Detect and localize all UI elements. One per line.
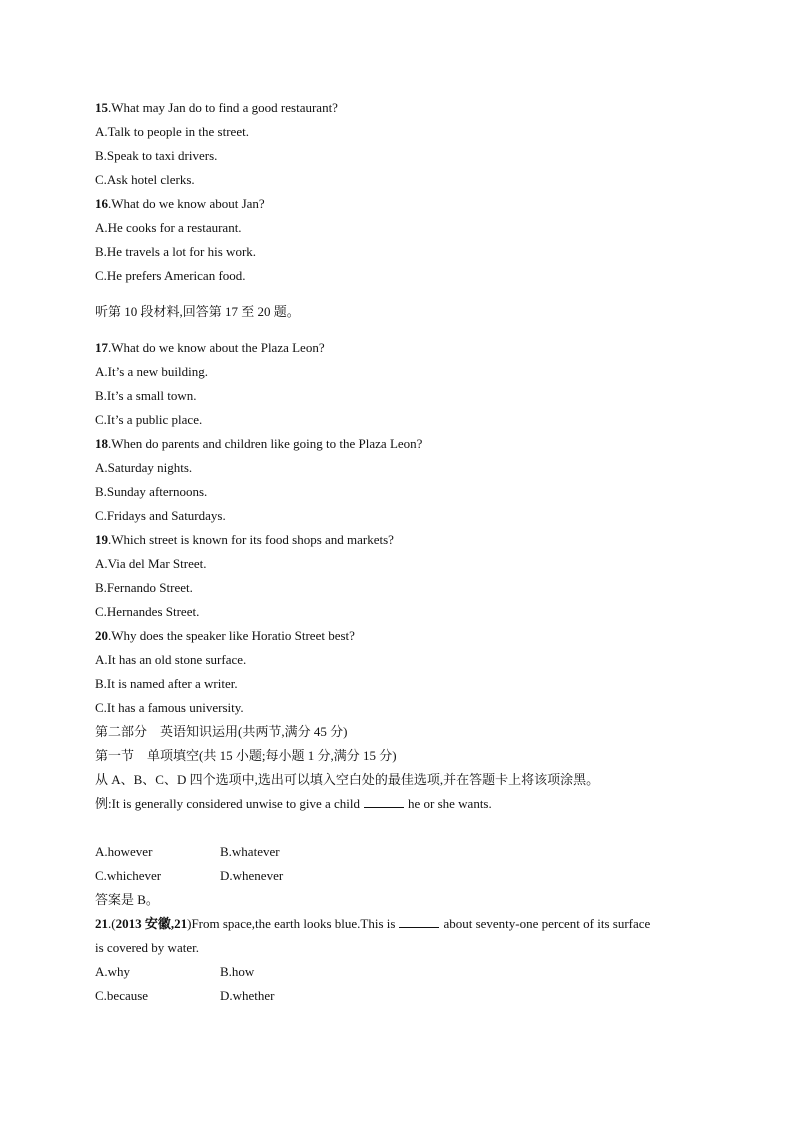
question-19-option-c: C.Hernandes Street. xyxy=(95,604,200,619)
question-number: 16 xyxy=(95,196,108,211)
question-number: 18 xyxy=(95,436,108,451)
question-15-option-c: C.Ask hotel clerks. xyxy=(95,172,195,187)
example-text-after: he or she wants. xyxy=(407,796,492,811)
question-21-options-row-1 xyxy=(95,964,255,980)
part-2-instruction: 从 A、B、C、D 四个选项中,选出可以填入空白处的最佳选项,并在答题卡上将该项涂黑。 xyxy=(95,772,600,787)
question-16-stem xyxy=(95,196,265,212)
example-text-before: 例:It is generally considered unwise to give a child xyxy=(95,796,360,811)
source-open: .( xyxy=(108,916,116,931)
question-17-stem xyxy=(95,340,325,356)
question-16-option-c: C.He prefers American food. xyxy=(95,268,246,283)
question-20-option-c: C.It has a famous university. xyxy=(95,700,244,715)
question-18-option-b: B.Sunday afternoons. xyxy=(95,484,208,499)
example-options-row-2 xyxy=(95,868,284,884)
question-source: 2013 安徽,21 xyxy=(115,916,188,931)
question-21-option-b: B.how xyxy=(220,964,255,979)
question-19-option-a: A.Via del Mar Street. xyxy=(95,556,207,571)
question-21-option-c: C.because xyxy=(95,988,149,1003)
question-15-option-b: B.Speak to taxi drivers. xyxy=(95,148,218,163)
question-text: .When do parents and children like going to the Plaza Leon? xyxy=(108,436,423,451)
question-text: .Which street is known for its food shops and markets? xyxy=(108,532,394,547)
question-19-stem xyxy=(95,532,394,548)
question-text: .Why does the speaker like Horatio Street best? xyxy=(108,628,355,643)
example-option-c: C.whichever xyxy=(95,868,162,883)
question-20-option-a: A.It has an old stone surface. xyxy=(95,652,247,667)
question-number: 21 xyxy=(95,916,108,931)
question-15-stem xyxy=(95,100,338,116)
question-text: .What do we know about the Plaza Leon? xyxy=(108,340,325,355)
question-21-option-d: D.whether xyxy=(220,988,275,1003)
question-20-option-b: B.It is named after a writer. xyxy=(95,676,238,691)
question-16-option-a: A.He cooks for a restaurant. xyxy=(95,220,242,235)
example-option-d: D.whenever xyxy=(220,868,284,883)
example-answer: 答案是 B。 xyxy=(95,892,159,907)
question-21-stem-line-2: is covered by water. xyxy=(95,940,199,955)
question-number: 17 xyxy=(95,340,108,355)
example-options-row-1 xyxy=(95,844,280,860)
answer-blank xyxy=(364,796,404,808)
question-19-option-b: B.Fernando Street. xyxy=(95,580,193,595)
answer-blank xyxy=(399,916,439,928)
question-17-option-c: C.It’s a public place. xyxy=(95,412,203,427)
question-18-option-a: A.Saturday nights. xyxy=(95,460,193,475)
question-16-option-b: B.He travels a lot for his work. xyxy=(95,244,257,259)
question-21-option-a: A.why xyxy=(95,964,131,979)
question-17-option-a: A.It’s a new building. xyxy=(95,364,209,379)
example-option-b: B.whatever xyxy=(220,844,280,859)
question-18-stem xyxy=(95,436,422,452)
question-number: 19 xyxy=(95,532,108,547)
source-close: ) xyxy=(187,916,192,931)
question-text-after: about seventy-one percent of its surface xyxy=(443,916,651,931)
example-sentence xyxy=(95,796,492,812)
question-20-stem xyxy=(95,628,355,644)
question-15-option-a: A.Talk to people in the street. xyxy=(95,124,249,139)
example-option-a: A.however xyxy=(95,844,153,859)
question-21-options-row-2 xyxy=(95,988,275,1004)
section-10-instruction: 听第 10 段材料,回答第 17 至 20 题。 xyxy=(95,304,300,319)
question-text-before: From space,the earth looks blue.This is xyxy=(191,916,396,931)
question-text: .What do we know about Jan? xyxy=(108,196,265,211)
question-number: 20 xyxy=(95,628,108,643)
question-21-stem xyxy=(95,916,650,932)
part-2-heading: 第二部分 英语知识运用(共两节,满分 45 分) xyxy=(95,724,348,739)
question-number: 15 xyxy=(95,100,108,115)
question-18-option-c: C.Fridays and Saturdays. xyxy=(95,508,226,523)
question-text: .What may Jan do to find a good restaurant? xyxy=(108,100,338,115)
question-17-option-b: B.It’s a small town. xyxy=(95,388,197,403)
section-1-heading: 第一节 单项填空(共 15 小题;每小题 1 分,满分 15 分) xyxy=(95,748,397,763)
